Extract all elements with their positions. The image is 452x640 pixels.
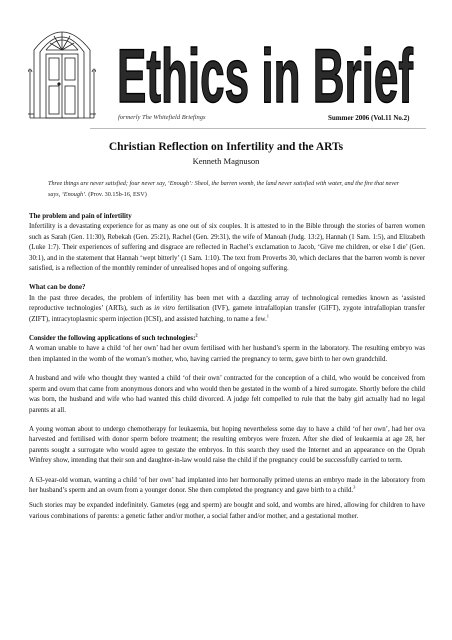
article-body xyxy=(29,212,425,527)
paragraph: A 63-year-old woman, wanting a child ‘of her own’ had implanted into her hormonally primed uterus an embryo made in the laboratory from her husband’s sperm and an ovum from a younger donor. She then completed the pregnancy and gave birth to a child.$^3$ xyxy=(29,476,425,494)
epigraph xyxy=(48,178,406,200)
section-heading: Consider the following applications of such technologies:$^2$ xyxy=(29,332,198,343)
article-title: Christian Reflection on Infertility and the ARTs xyxy=(108,141,344,153)
georgian-door-icon xyxy=(28,10,96,120)
epigraph-reference: (Prov. 30.15b-16, ESV) xyxy=(86,191,147,198)
masthead-subtitle: formerly The Whitefield Briefings xyxy=(118,114,206,121)
masthead-title xyxy=(110,18,420,114)
epigraph-text: Three things are never satisfied; four never say, ‘Enough’: Sheol, the barren womb, the land never satisfied with water, and the fire that never says, ‘Enough’. xyxy=(48,180,400,198)
masthead-title-text: Ethics in Brief xyxy=(117,34,414,114)
masthead-divider xyxy=(90,128,426,129)
paragraph: A husband and wife who thought they wanted a child ‘of their own’ contracted for the conception of a child, who would be conceived from sperm and ovum that came from anonymous donors and who would then be gestated in the womb of a hired surrogate. Shortly before the child was born, the husband and wife who had wanted this child divorced. A judge felt compelled to rule that the baby girl actually had no legal parents at all. xyxy=(29,375,425,414)
paragraph: In the past three decades, the problem of infertility has been met with a dazzling array of technological remedies known as ‘assisted reproductive technologies’ (ARTs), such as in vitro fertilisation (IVF), gamete intrafallopian transfer (GIFT), zygote intrafallopian transfer (ZIFT), intracytoplasmic sperm injection (ICSI), and assisted hatching, to name a few.$^1$ xyxy=(29,294,425,323)
paragraph: Infertility is a devastating experience for as many as one out of six couples. It is attested to in the Bible through the stories of barren women such as Sarah (Gen. 11:30), Rebekah (Gen. 25:21), Rachel (Gen. 29:31), the wife of Manoah (Judg. 13:2), Hannah (1 Sam. 1:5), and Elizabeth (Luke 1:7). Their experiences of suffering and disgrace are reflected in Rachel’s exclamation to Jacob, ‘Give me children, or else I die’ (Gen. 30:1), and in the statement that Hannah ‘wept bitterly’ (1 Sam. 1:10). The text from Proverbs 30, which declares that the barren womb is never satisfied, is a reflection of the monthly reminder of unrealised hopes and of ongoing suffering. xyxy=(29,223,425,273)
paragraph: A woman unable to have a child ‘of her own’ had her ovum fertilised with her husband’s sperm in the laboratory. The resulting embryo was then implanted in the womb of the woman’s mother, who, having carried the pregnancy to term, gave birth to her own grandchild. xyxy=(29,345,425,363)
issue-label: Summer 2006 (Vol.11 No.2) xyxy=(328,114,410,122)
section-heading: What can be done? xyxy=(29,284,86,292)
paragraph: A young woman about to undergo chemotherapy for leukaemia, but hoping nevertheless some day to have a child ‘of her own’, had her ova harvested and fertilised with donor sperm before treatment; the resulting embryos were frozen. After she died of leukaemia at age 28, her parents sought a surrogate who would agree to gestate the embryos. In this search they used the Internet and an appearance on the Oprah Winfrey show, intending that their son and daughter-in-law would raise the child if the pregnancy could be successfully carried to term. xyxy=(29,425,425,465)
article-author: Kenneth Magnuson xyxy=(192,156,260,166)
section-heading: The problem and pain of infertility xyxy=(29,213,132,220)
paragraph: Such stories may be expanded indefinitely. Gametes (egg and sperm) are bought and sold, and wombs are hired, allowing for children to have various combinations of parents: a genetic father and/or mother, a social father and/or mother, and a gestational mother. xyxy=(29,502,425,520)
